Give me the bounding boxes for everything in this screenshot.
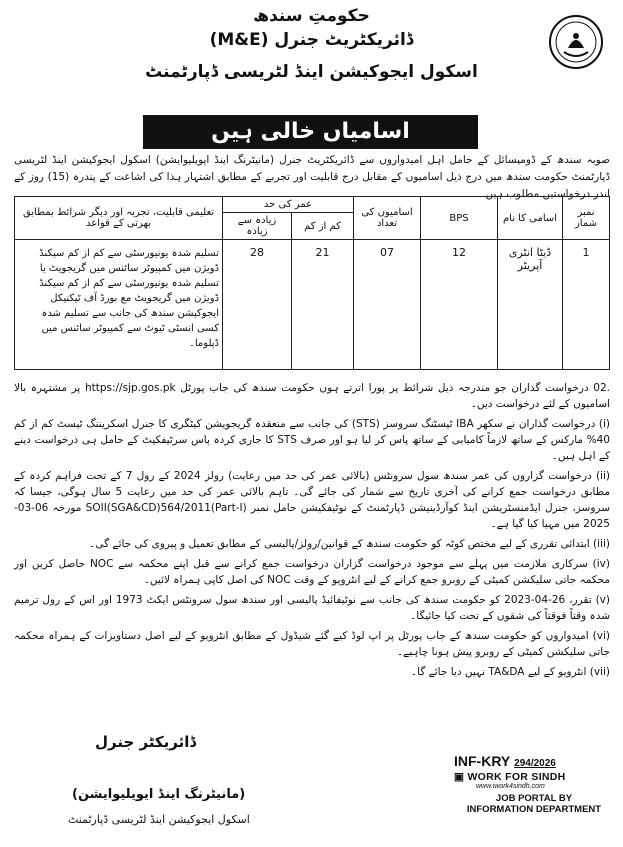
col-qualification: تعلیمی قابلیت، تجربہ اور دیگر شرائط بمطابق بھرتی کے قواعد — [15, 197, 223, 240]
conditions-section — [14, 376, 610, 684]
cell-sno: 1 — [563, 240, 610, 370]
brand-text: WORK FOR SINDH — [467, 771, 566, 783]
vacancies-banner: اسامیاں خالی ہیں — [143, 115, 478, 149]
vacancy-table — [14, 196, 610, 370]
intro-paragraph: صوبہ سندھ کے ڈومیسائل کے حامل اہل امیدواروں سے ڈائریکٹریٹ جنرل (مانیٹرنگ اینڈ ایویلیوایشن) اسکول ایجوکیشن اینڈ لٹریسی ڈپارٹمنٹ حکومت سندھ میں درج ذیل اسامیوں کے مقابل درج قابلیت اور تجربے کے مطابق اشتہار ہذا کی اشاعت کے پندرہ (15) روز کے اندر درخواستیں مطلوب ہیں۔ — [14, 154, 610, 200]
sindh-emblem-icon — [548, 14, 604, 70]
cell-min-age: 21 — [292, 240, 354, 370]
job-portal-label — [454, 793, 614, 815]
cell-max-age: 28 — [223, 240, 292, 370]
briefcase-icon: ▣ — [454, 771, 465, 783]
condition-item: (iii) ابتدائی تقرری کے لیے مختص کوٹہ کو حکومت سندھ کے قوانین/رولز/پالیسی کے مطابق تعمیل و پیروی کی جائے گی۔ — [89, 538, 610, 550]
portal-line-2: INFORMATION DEPARTMENT — [466, 804, 602, 815]
cell-qualification: تسلیم شدہ یونیورسٹی سے کم از کم سیکنڈ ڈویژن میں کمپیوٹر سائنس میں گریجویٹ یا تسلیم شدہ یونیورسٹی سے کم از کم سیکنڈ ڈویژن میں گریجویٹ مع بورڈ آف ٹیکنیکل ایجوکیشن سندھ کی جانب سے تسلیم شدہ کسی انسٹی ٹیوٹ سے کمپیوٹر سائنس میں ڈپلوما۔ — [15, 240, 223, 370]
condition-item: (i) درخواست گذاران نے سکھر IBA ٹیسٹنگ سروسز (STS) کی جانب سے منعقدہ گریجویشن کیٹگری کا جنرل اسکریننگ ٹیسٹ کم از کم 40% مارکس کے ساتھ لازماً کامیابی کے ساتھ پاس کر لیا ہو اور صرف STS کا جاری کردہ پاس سرٹیفکیٹ کے حامل ہی درخواست دینے کے اہل ہیں۔ — [14, 418, 611, 462]
condition-item: (vii) انٹرویو کے لیے TA&DA نہیں دیا جائے گا۔ — [410, 666, 610, 678]
col-max-age: زیادہ سے زیادہ — [223, 213, 292, 240]
signature-org: اسکول ایجوکیشن اینڈ لٹریسی ڈپارٹمنٹ — [68, 813, 250, 826]
site-url: www.iwork4sindh.com — [476, 783, 545, 790]
inf-label: INF-KRY — [454, 753, 511, 769]
signature-dept: (مانیٹرنگ اینڈ ایویلیوایشن) — [72, 787, 246, 802]
col-count: اسامیوں کی تعداد — [354, 197, 421, 240]
cell-count: 07 — [354, 240, 421, 370]
condition-item: (v) تقرر، 26-04-2023 کو حکومت سندھ کی جانب سے نوٹیفائیڈ پالیسی اور سندھ سول سرونٹس ایکٹ 1973 اور اس کے رول ترمیم شدہ وقتاً فوقتاً کی شقوں کے تحت کیا جائیگا۔ — [14, 594, 610, 622]
condition-item: (iv) سرکاری ملازمت میں پہلے سے موجود درخواست گزاران درخواست جمع کرانے سے قبل اپنے محکمہ سے NOC حاصل کریں اور محکمہ جاتی سلیکشن کمیٹی کے روبرو جمع کرانے کے لیے انٹرویو کے وقت NOC کی اصل کاپی ہمراہ لائیں۔ — [14, 558, 610, 586]
col-bps: BPS — [421, 197, 498, 240]
header-line-3: اسکول ایجوکیشن اینڈ لٹریسی ڈپارٹمنٹ — [145, 62, 478, 82]
signature-title: ڈائریکٹر جنرل — [95, 733, 197, 751]
col-min-age: کم از کم — [292, 213, 354, 240]
condition-item: (vi) امیدواروں کو حکومت سندھ کے جاب پورٹل پر اپ لوڈ کیے گئے شیڈول کے مطابق انٹرویو کے لیے اصل دستاویزات کے ہمراہ محکمہ جاتی سلیکشن کمیٹی کے روبرو پیش ہونا چاہیے۔ — [14, 630, 610, 658]
condition-item: (ii) درخواست گزاروں کی عمر سندھ سول سرونٹس (بالائی عمر کی حد میں رعایت) رولز 2024 کے رول 7 کے تحت فراہم کردہ کے مطابق درخواست جمع کرانے کی آخری تاریخ سے شمار کی جائے گی۔ تاہم بالائی عمر کی حد میں رعایت 5 سال ہوگی، جیسا کہ سروسز، جنرل ایڈمنسٹریشن اینڈ کوآرڈینیشن ڈپارٹمنٹ کے نوٹیفکیشن حامل نمبر SOII(SGA&CD)564/2011(Part-I) مورخہ 06-03-2025 میں مہیا کیا گیا ہے۔ — [14, 470, 610, 530]
work-for-sindh-logo — [454, 771, 614, 783]
col-sno: نمبر شمار — [563, 197, 610, 240]
inf-number: 294/2026 — [514, 758, 556, 769]
header-line-1: حکومتِ سندھ — [253, 6, 370, 26]
table-header-row — [15, 197, 610, 213]
cell-post: ڈیٹا انٹری آپریٹر — [498, 240, 563, 370]
col-post: اسامی کا نام — [498, 197, 563, 240]
para-02: .02 درخواست گذاران جو مندرجہ ذیل شرائط پر پورا اترتے ہوں حکومت سندھ کی جاب پورٹل https://sjp.gos.pk پر مشتہرہ بالا اسامیوں کے لئے درخواست دیں۔ — [14, 382, 610, 410]
table-row — [15, 240, 610, 370]
footer-info-box — [454, 753, 614, 843]
header-line-2: ڈائریکٹریٹ جنرل (M&E) — [209, 30, 414, 50]
col-age: عمر کی حد — [223, 197, 354, 213]
portal-line-1: JOB PORTAL BY — [495, 793, 573, 804]
inf-code — [454, 753, 614, 769]
cell-bps: 12 — [421, 240, 498, 370]
